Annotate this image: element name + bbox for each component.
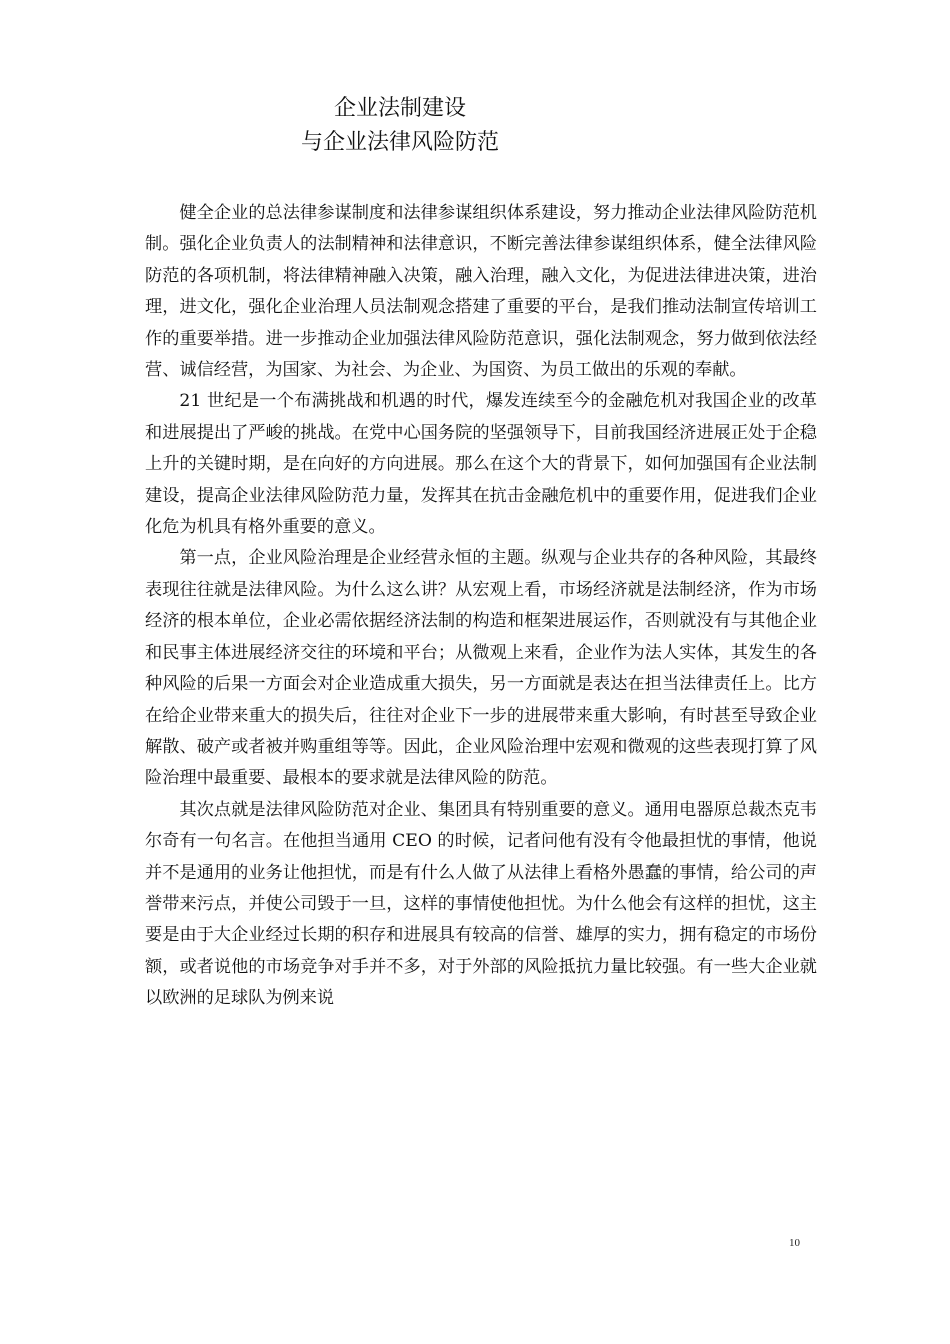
paragraph-3: 第一点，企业风险治理是企业经营永恒的主题。纵观与企业共存的各种风险，其最终表现往往就是法律风险。为什么这么讲？从宏观上看，市场经济就是法制经济，作为市场经济的根本单位，企业必需依据经济法制的构造和框架进展运作，否则就没有与其他企业和民事主体进展经济交往的环境和平台；从微观上来看，企业作为法人实体，其发生的各种风险的后果一方面会对企业造成重大损失，另一方面就是表达在担当法律责任上。比方在给企业带来重大的损失后，往往对企业下一步的进展带来重大影响，有时甚至导致企业解散、破产或者被并购重组等等。因此，企业风险治理中宏观和微观的这些表现打算了风险治理中最重要、最根本的要求就是法律风险的防范。: [145, 548, 817, 789]
document-title-line-2: 与企业法律风险防范: [300, 130, 499, 155]
paragraph-4: 其次点就是法律风险防范对企业、集团具有特别重要的意义。通用电器原总裁杰克韦尔奇有一句名言。在他担当通用 CEO 的时候，记者问他有没有令他最担忧的事情，他说并不是通用的业务让他担忧，而是有什么人做了从法律上看格外愚蠢的事情，给公司的声誉带来污点，并使公司毁于一旦，这样的事情使他担忧。为什么他会有这样的担忧，这主要是由于大企业经过长期的积存和进展具有较高的信誉、雄厚的实力，拥有稳定的市场份额，或者说他的市场竞争对手并不多，对于外部的风险抵抗力量比较强。有一些大企业就以欧洲的足球队为例来说: [145, 799, 817, 1009]
paragraph-1: 健全企业的总法律参谋制度和法律参谋组织体系建设，努力推动企业法律风险防范机制。强化企业负责人的法制精神和法律意识，不断完善法律参谋组织体系，健全法律风险防范的各项机制，将法律精神融入决策，融入治理，融入文化，为促进法律进决策，进治理，进文化，强化企业治理人员法制观念搭建了重要的平台，是我们推动法制宣传培训工作的重要举措。进一步推动企业加强法律风险防范意识，强化法制观念，努力做到依法经营、诚信经营，为国家、为社会、为企业、为国资、为员工做出的乐观的奉献。: [145, 203, 817, 381]
document-title-line-1: 企业法制建设: [333, 96, 466, 121]
paragraph-2: 21 世纪是一个布满挑战和机遇的时代，爆发连续至今的金融危机对我国企业的改革和进展提出了严峻的挑战。在党中心国务院的坚强领导下，目前我国经济进展正处于企稳上升的关键时期，是在向好的方向进展。那么在这个大的背景下，如何加强国有企业法制建设，提高企业法律风险防范力量，发挥其在抗击金融危机中的重要作用，促进我们企业化危为机具有格外重要的意义。: [145, 391, 817, 538]
document-body: [145, 198, 817, 1015]
page-number: 10: [789, 1237, 800, 1249]
